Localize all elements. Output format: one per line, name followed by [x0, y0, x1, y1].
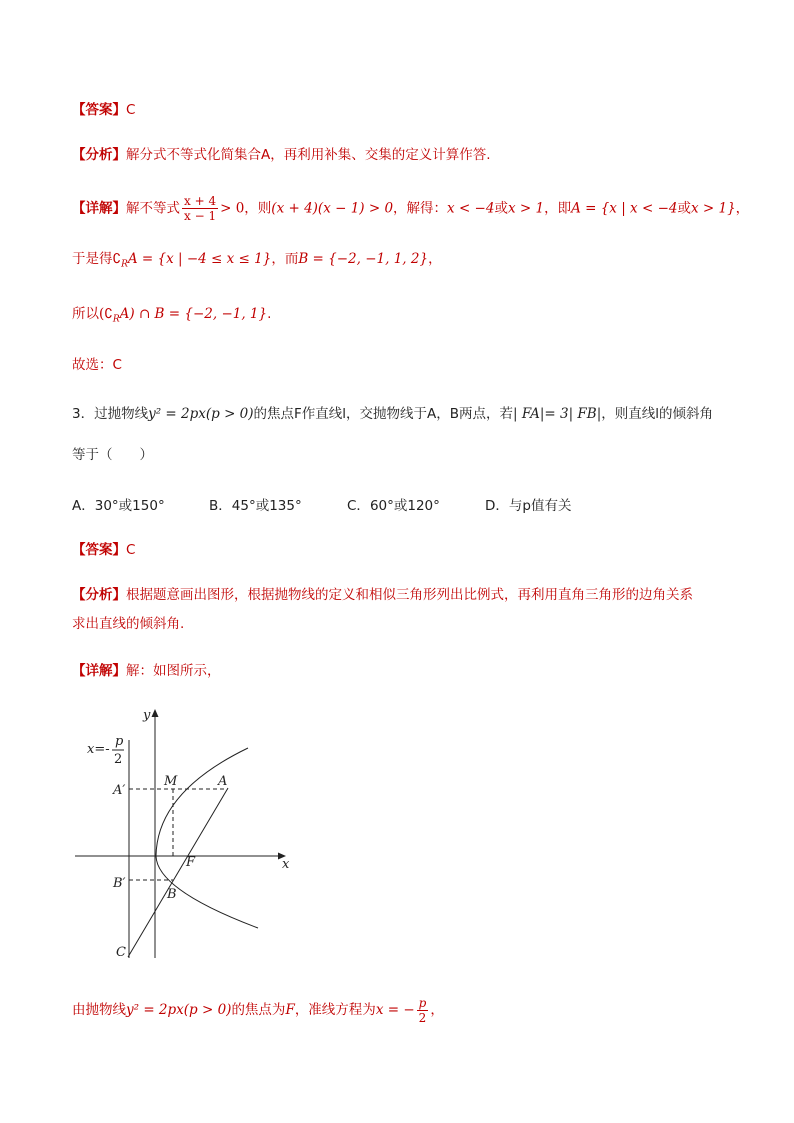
label-p: p	[115, 734, 124, 749]
option-d-text: 与p值有关	[508, 498, 572, 514]
complement-math: A = {x | −4 ≤ x ≤ 1}	[127, 251, 272, 267]
chord-line	[128, 788, 228, 957]
complement-symbol: ∁	[112, 251, 122, 267]
option-b-letter: B．	[209, 498, 232, 514]
q3-detail-tag: 【详解】	[72, 663, 126, 679]
label-a-prime: A′	[113, 783, 126, 798]
stem-text-a: 3．过抛物线	[72, 406, 149, 422]
detail-text-a: 解不等式	[126, 200, 180, 217]
detail-text-j: 或	[677, 200, 691, 217]
final-text-g: ，	[430, 1002, 444, 1018]
stem-text-c: 的焦点F作直线l，交抛物线于A，B两点，若	[253, 406, 514, 422]
label-c: C	[116, 945, 126, 960]
label-b-prime: B′	[113, 876, 126, 891]
detail-text-f: 或	[494, 200, 508, 217]
q3-analysis-tag: 【分析】	[72, 587, 126, 603]
result-complement: (∁	[99, 306, 113, 322]
option-c[interactable]	[347, 494, 440, 514]
fraction-denominator: x − 1	[184, 209, 217, 223]
q3-analysis-text: 根据题意画出图形，根据抛物线的定义和相似三角形列出比例式，再利用直角三角形的边角关系	[126, 587, 693, 603]
question-stem	[72, 404, 713, 424]
answer-tag: 【答案】	[72, 102, 126, 118]
detail-text-l: ，	[735, 200, 750, 217]
fraction-numerator: x + 4	[184, 194, 217, 208]
y-axis-arrow	[152, 709, 159, 717]
analysis-tag: 【分析】	[72, 147, 126, 163]
complement-sub: R	[121, 259, 128, 270]
answer-value: C	[126, 102, 136, 118]
stem-text-e: ，则直线l的倾斜角	[601, 406, 714, 422]
detail-math-c: (x + 4)(x − 1) > 0	[271, 200, 394, 217]
q3-answer-tag: 【答案】	[72, 542, 126, 558]
option-d-letter: D．	[485, 498, 509, 514]
label-m: M	[164, 774, 178, 789]
label-two: 2	[114, 752, 123, 767]
complement-text-d: ，而	[271, 251, 299, 267]
detail-math-i: A = {x | x < −4	[571, 200, 678, 217]
detail-text-h: ，即	[544, 200, 572, 217]
detail-line	[72, 194, 749, 223]
detail-tag: 【详解】	[72, 200, 126, 217]
answer-line	[72, 100, 135, 120]
fraction	[182, 194, 218, 223]
option-b[interactable]	[209, 494, 302, 514]
final-text-e: ，准线方程为	[294, 1002, 376, 1018]
label-x: x	[282, 857, 290, 872]
result-math: A) ∩ B = {−2, −1, 1}	[119, 306, 268, 322]
final-fraction	[417, 996, 429, 1025]
set-b-math: B = {−2, −1, 1, 2}	[298, 251, 429, 267]
q3-detail-text: 解：如图所示，	[126, 663, 221, 679]
question-stem-line2: 等于（ ）	[72, 447, 153, 463]
complement-line	[72, 249, 442, 275]
stem-parabola: y² = 2px(p > 0)	[148, 406, 254, 422]
option-c-letter: C．	[347, 498, 370, 514]
complement-text-f: ，	[428, 251, 442, 267]
label-f: F	[186, 855, 196, 870]
final-text-c: 的焦点为	[231, 1002, 286, 1018]
option-b-text: 45°或135°	[231, 498, 302, 514]
analysis-line	[72, 145, 491, 165]
q3-detail-line	[72, 661, 221, 681]
q3-analysis-line	[72, 585, 693, 605]
detail-math-k: x > 1}	[690, 200, 736, 217]
q3-answer-value: C	[126, 542, 136, 558]
stem-condition: | FA|= 3| FB|	[513, 406, 602, 422]
option-d[interactable]	[485, 494, 571, 514]
analysis-text: 解分式不等式化简集合A，再利用补集、交集的定义计算作答.	[126, 147, 491, 163]
final-text-a: 由抛物线	[72, 1002, 126, 1018]
final-focus: F	[285, 1002, 295, 1018]
option-c-text: 60°或120°	[369, 498, 440, 514]
parabola-figure	[60, 700, 320, 970]
final-parabola: y² = 2px(p > 0)	[126, 1002, 232, 1018]
option-a[interactable]	[72, 494, 165, 514]
final-line	[72, 995, 444, 1025]
result-text-d: .	[267, 306, 272, 322]
result-line	[72, 304, 271, 330]
complement-text-a: 于是得	[72, 251, 113, 267]
label-y: y	[143, 708, 151, 723]
q3-analysis-line2: 求出直线的倾斜角.	[72, 616, 185, 632]
choose-line: 故选：C	[72, 357, 122, 373]
label-directrix: x=-	[87, 742, 110, 757]
q3-answer-line	[72, 540, 135, 560]
final-directrix: x = −	[375, 1002, 415, 1018]
final-fraction-num: p	[418, 995, 427, 1010]
detail-text-d: ，解得：	[393, 200, 448, 217]
detail-math-g: x > 1	[507, 200, 545, 217]
label-b: B	[167, 887, 177, 902]
detail-text-b: > 0，则	[220, 200, 272, 217]
detail-math-e: x < −4	[447, 200, 495, 217]
label-a: A	[218, 774, 228, 789]
result-sub: R	[112, 314, 120, 325]
result-text-a: 所以	[72, 306, 99, 322]
option-a-text: 30°或150°	[94, 498, 165, 514]
option-a-letter: A．	[72, 498, 95, 514]
final-fraction-den: 2	[418, 1010, 427, 1025]
